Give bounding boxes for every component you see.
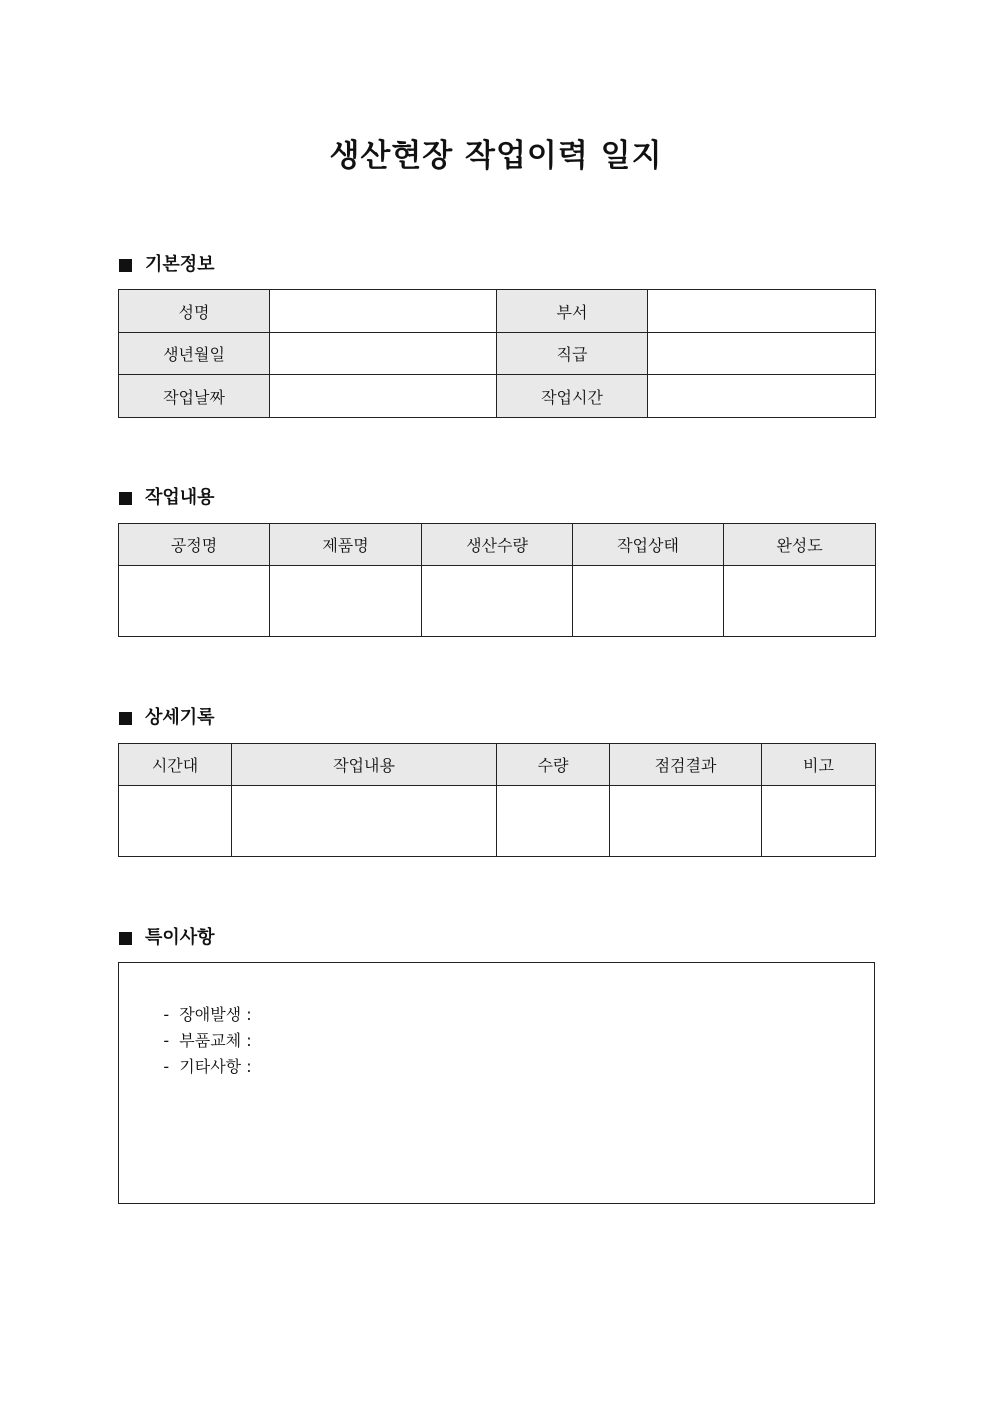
product-cell[interactable]: [270, 566, 422, 637]
work-content-table: [118, 523, 876, 637]
status-cell[interactable]: [573, 566, 724, 637]
section-heading-work-content: [119, 486, 215, 510]
column-header-quantity: 생산수량: [422, 524, 573, 566]
label-work-time: 작업시간: [497, 375, 648, 418]
work-content-cell[interactable]: [232, 786, 497, 857]
name-field[interactable]: [270, 290, 497, 333]
basic-info-table: [118, 289, 876, 418]
label-birthdate: 생년월일: [119, 333, 270, 375]
position-field[interactable]: [648, 333, 876, 375]
section-heading-special-notes: [119, 926, 215, 950]
work-date-field[interactable]: [270, 375, 497, 418]
column-header-time-slot: 시간대: [119, 744, 232, 786]
square-bullet-icon: [119, 492, 132, 505]
remarks-cell[interactable]: [762, 786, 876, 857]
work-time-field[interactable]: [648, 375, 876, 418]
column-header-completion: 완성도: [724, 524, 876, 566]
column-header-work-content: 작업내용: [232, 744, 497, 786]
birthdate-field[interactable]: [270, 333, 497, 375]
square-bullet-icon: [119, 932, 132, 945]
section-heading-label: 기본정보: [145, 254, 215, 275]
section-heading-label: 특이사항: [145, 927, 215, 948]
table-row: [119, 290, 876, 333]
time-slot-cell[interactable]: [119, 786, 232, 857]
table-row: [119, 566, 876, 637]
label-position: 직급: [497, 333, 648, 375]
note-label: - 장애발생 :: [163, 1005, 252, 1024]
detail-record-table: [118, 743, 876, 857]
section-heading-detail-record: [119, 706, 215, 730]
section-heading-basic-info: [119, 253, 215, 277]
table-header-row: [119, 524, 876, 566]
column-header-amount: 수량: [497, 744, 610, 786]
column-header-product: 제품명: [270, 524, 422, 566]
inspection-cell[interactable]: [610, 786, 762, 857]
table-row: [119, 786, 876, 857]
table-row: [119, 375, 876, 418]
note-label: - 부품교체 :: [163, 1031, 252, 1050]
note-item-other: [143, 1037, 252, 1117]
special-notes-box[interactable]: [118, 962, 875, 1204]
quantity-cell[interactable]: [422, 566, 573, 637]
department-field[interactable]: [648, 290, 876, 333]
amount-cell[interactable]: [497, 786, 610, 857]
completion-cell[interactable]: [724, 566, 876, 637]
label-department: 부서: [497, 290, 648, 333]
section-heading-label: 작업내용: [145, 487, 215, 508]
label-name: 성명: [119, 290, 270, 333]
column-header-inspection: 점검결과: [610, 744, 762, 786]
label-work-date: 작업날짜: [119, 375, 270, 418]
table-header-row: [119, 744, 876, 786]
square-bullet-icon: [119, 712, 132, 725]
column-header-process: 공정명: [119, 524, 270, 566]
column-header-status: 작업상태: [573, 524, 724, 566]
page-title: 생산현장 작업이력 일지: [329, 138, 663, 174]
section-heading-label: 상세기록: [145, 707, 215, 728]
note-label: - 기타사항 :: [163, 1057, 252, 1076]
square-bullet-icon: [119, 259, 132, 272]
column-header-remarks: 비고: [762, 744, 876, 786]
process-cell[interactable]: [119, 566, 270, 637]
table-row: [119, 333, 876, 375]
